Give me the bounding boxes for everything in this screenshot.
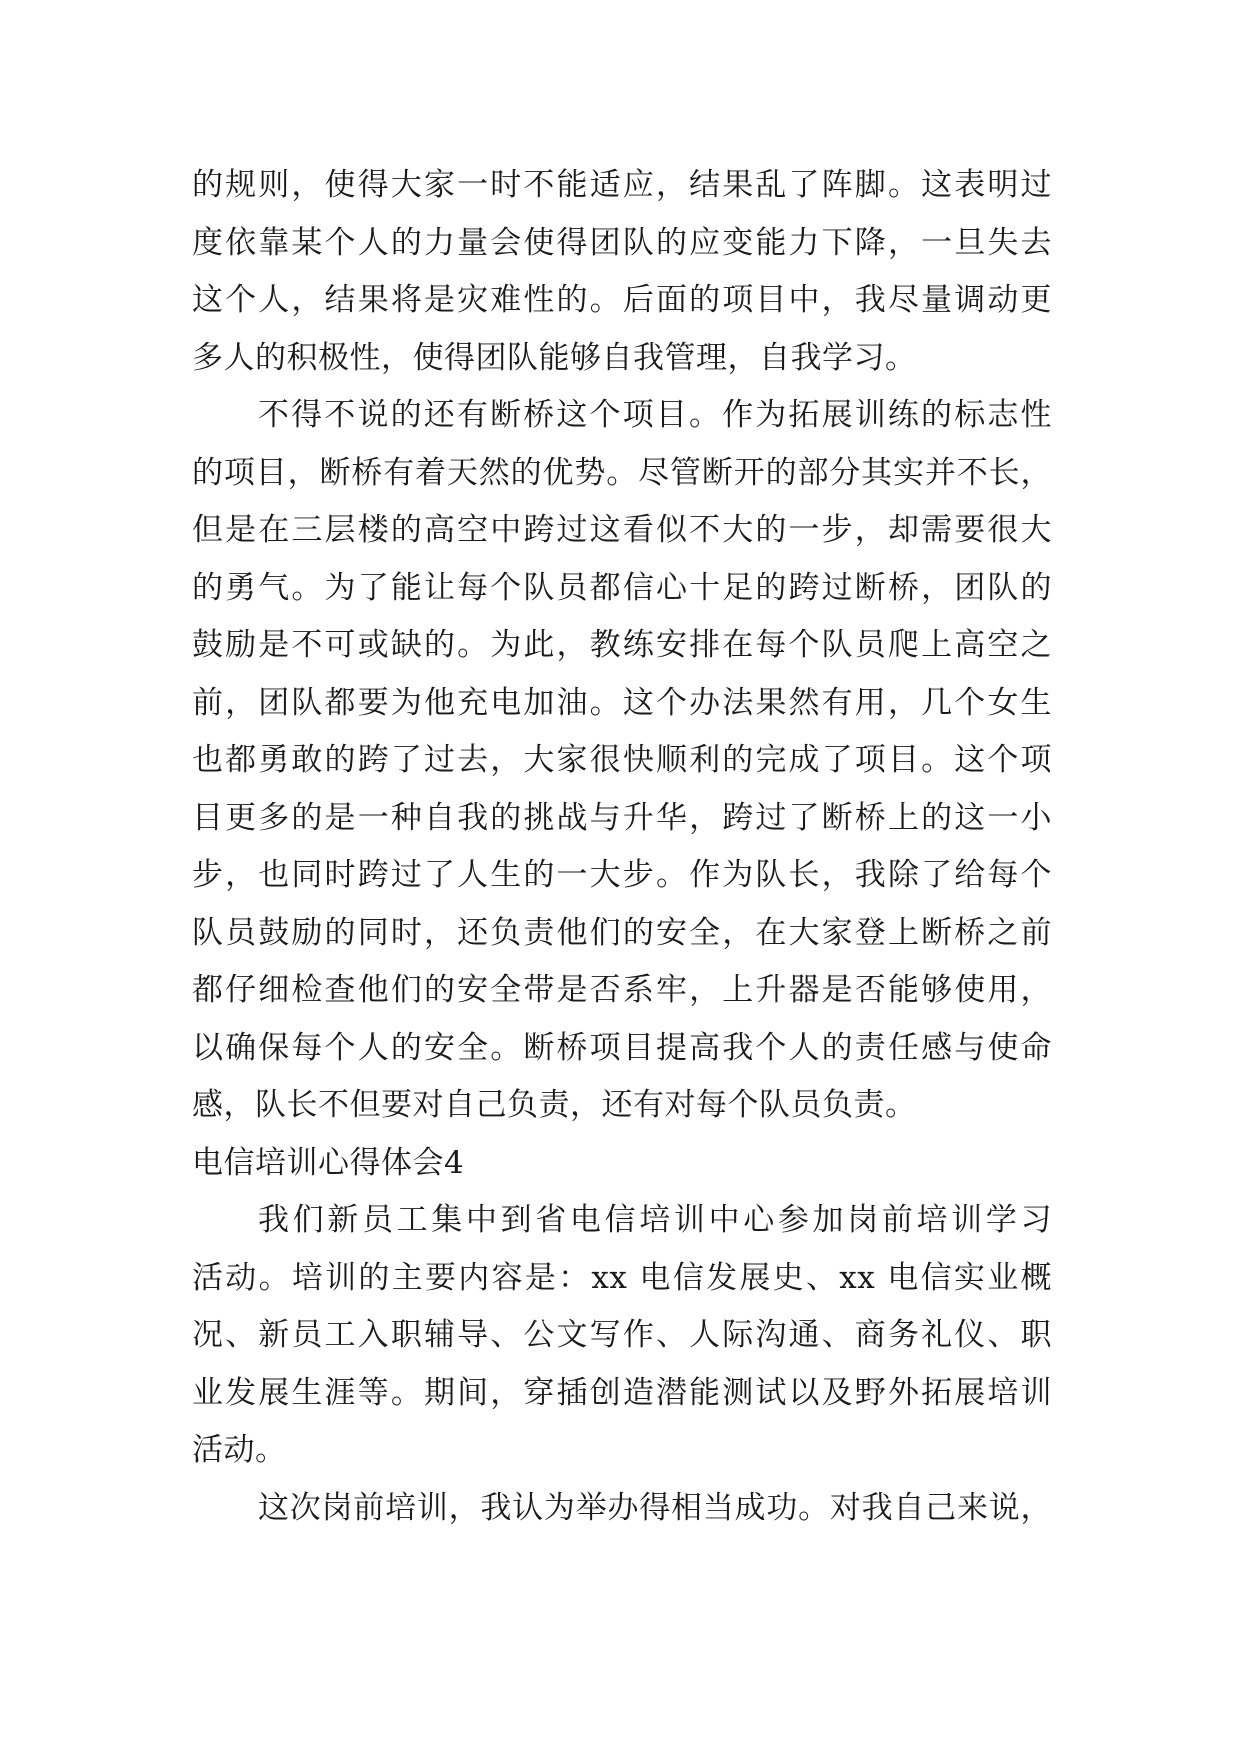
paragraph-line: 鼓励是不可或缺的。为此，教练安排在每个队员爬上高空之 [192,627,1052,663]
paragraph-line: 度依靠某个人的力量会使得团队的应变能力下降，一旦失去 [192,224,1052,261]
paragraph-line: 的项目，断桥有着天然的优势。尽管断开的部分其实并不长， [192,454,1052,491]
paragraph-line: 感，队长不但要对自己负责，还有对每个队员负责。 [192,1087,917,1123]
paragraph-line: 况、新员工入职辅导、公文写作、人际沟通、商务礼仪、职 [192,1317,1052,1353]
paragraph-line: 活动。培训的主要内容是：xx 电信发展史、xx 电信实业概 [192,1259,1052,1296]
paragraph-line: 也都勇敢的跨了过去，大家很快顺利的完成了项目。这个项 [192,742,1052,778]
paragraph-line: 但是在三层楼的高空中跨过这看似不大的一步，却需要很大 [192,512,1052,548]
paragraph-line: 不得不说的还有断桥这个项目。作为拓展训练的标志性 [258,397,1052,433]
paragraph-line: 我们新员工集中到省电信培训中心参加岗前培训学习 [258,1202,1052,1238]
paragraph-line: 的规则，使得大家一时不能适应，结果乱了阵脚。这表明过 [192,167,1052,203]
paragraph-line: 这个人，结果将是灾难性的。后面的项目中，我尽量调动更 [192,282,1052,318]
paragraph-line: 业发展生涯等。期间，穿插创造潜能测试以及野外拓展培训 [192,1374,1052,1411]
paragraph-line: 目更多的是一种自我的挑战与升华，跨过了断桥上的这一小 [192,799,1052,836]
paragraph-line: 多人的积极性，使得团队能够自我管理，自我学习。 [192,339,917,376]
paragraph-line: 都仔细检查他们的安全带是否系牢，上升器是否能够使用， [192,972,1052,1008]
paragraph-line: 活动。 [192,1432,287,1468]
paragraph-line: 步，也同时跨过了人生的一大步。作为队长，我除了给每个 [192,857,1052,893]
paragraph-line: 前，团队都要为他充电加油。这个办法果然有用，几个女生 [192,684,1052,721]
paragraph-line: 以确保每个人的安全。断桥项目提高我个人的责任感与使命 [192,1029,1052,1066]
document-body [192,157,1052,1537]
paragraph-line: 这次岗前培训，我认为举办得相当成功。对我自己来说， [258,1489,1052,1526]
paragraph-line: 的勇气。为了能让每个队员都信心十足的跨过断桥，团队的 [192,569,1052,606]
paragraph-line: 队员鼓励的同时，还负责他们的安全，在大家登上断桥之前 [192,914,1052,951]
section-heading: 电信培训心得体会4 [192,1144,465,1181]
